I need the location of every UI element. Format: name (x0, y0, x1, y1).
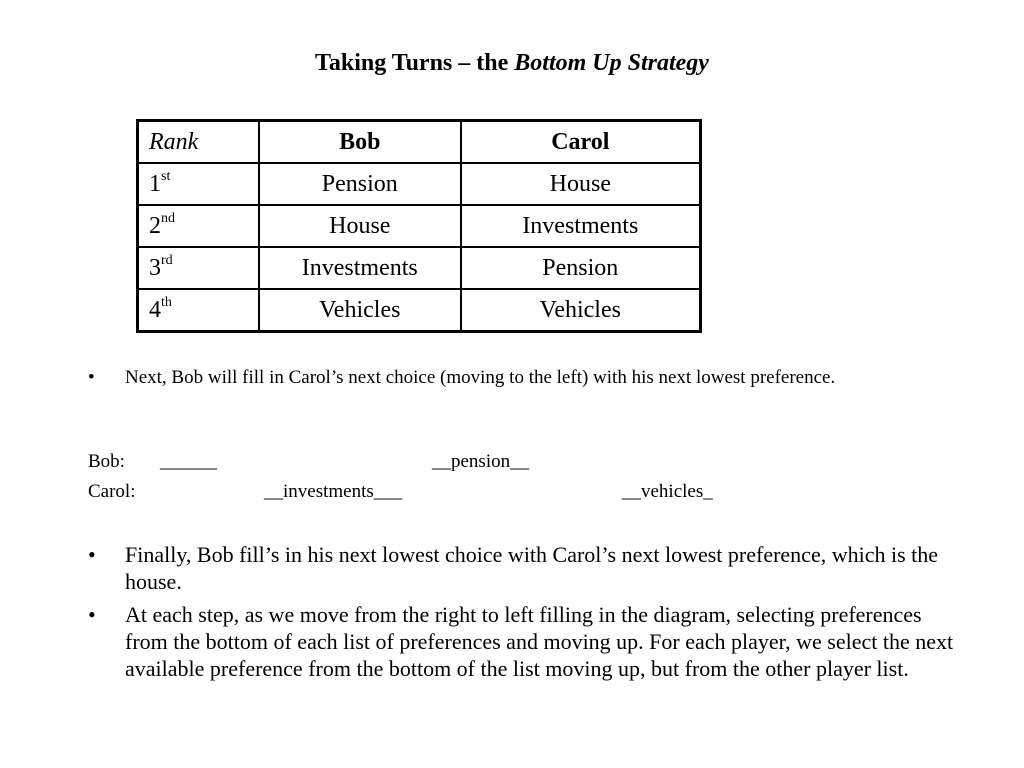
bullet-next-choice (88, 366, 968, 390)
bullet-marker: • (88, 367, 95, 388)
carol-value-investments: __investments___ (264, 481, 403, 502)
rank-cell (138, 163, 259, 205)
rank-number: 2 (149, 212, 161, 239)
bullet-each-step (88, 601, 968, 682)
rank-suffix: th (161, 294, 172, 310)
bob-cell: Pension (259, 163, 461, 205)
rank-suffix: nd (161, 210, 175, 226)
rank-number: 4 (149, 296, 161, 323)
bullet-marker: • (88, 542, 96, 567)
carol-cell: Investments (461, 205, 701, 247)
bullet-marker: • (88, 602, 96, 627)
carol-cell: Vehicles (461, 289, 701, 332)
carol-cell: Pension (461, 247, 701, 289)
table-row (138, 163, 701, 205)
bob-cell: Investments (259, 247, 461, 289)
bob-cell: Vehicles (259, 289, 461, 332)
table-row (138, 289, 701, 332)
rank-suffix: rd (161, 252, 173, 268)
header-bob: Bob (259, 121, 461, 164)
bullet-text: At each step, as we move from the right to left filling in the diagram, selecting preferences from the bottom of each list of preferences and moving up. For each player, we select the next available preference from the bottom of the list moving up, but from the other player list. (125, 602, 954, 681)
carol-cell: House (461, 163, 701, 205)
header-rank: Rank (138, 121, 259, 164)
rank-cell (138, 205, 259, 247)
bob-blank: ______ (160, 451, 217, 472)
bob-label: Bob: (88, 451, 125, 472)
bullet-text: Finally, Bob fill’s in his next lowest choice with Carol’s next lowest preference, which is the house. (125, 542, 939, 594)
title-italic: Bottom Up Strategy (514, 50, 709, 76)
rank-cell (138, 289, 259, 332)
rank-number: 1 (149, 170, 161, 197)
carol-value-vehicles: __vehicles_ (622, 481, 713, 502)
title-plain: Taking Turns – the (315, 50, 515, 76)
bullet-finally (88, 541, 968, 595)
table-row (138, 247, 701, 289)
preference-table (136, 119, 702, 333)
header-carol: Carol (461, 121, 701, 164)
table-header-row (138, 121, 701, 164)
slide-title (0, 50, 1024, 77)
rank-suffix: st (161, 168, 171, 184)
table-row (138, 205, 701, 247)
bob-value: __pension__ (432, 451, 530, 472)
carol-label: Carol: (88, 481, 136, 502)
bullet-text: Next, Bob will fill in Carol’s next choice (moving to the left) with his next lowest preference. (125, 367, 836, 388)
rank-cell (138, 247, 259, 289)
bob-cell: House (259, 205, 461, 247)
rank-number: 3 (149, 254, 161, 281)
